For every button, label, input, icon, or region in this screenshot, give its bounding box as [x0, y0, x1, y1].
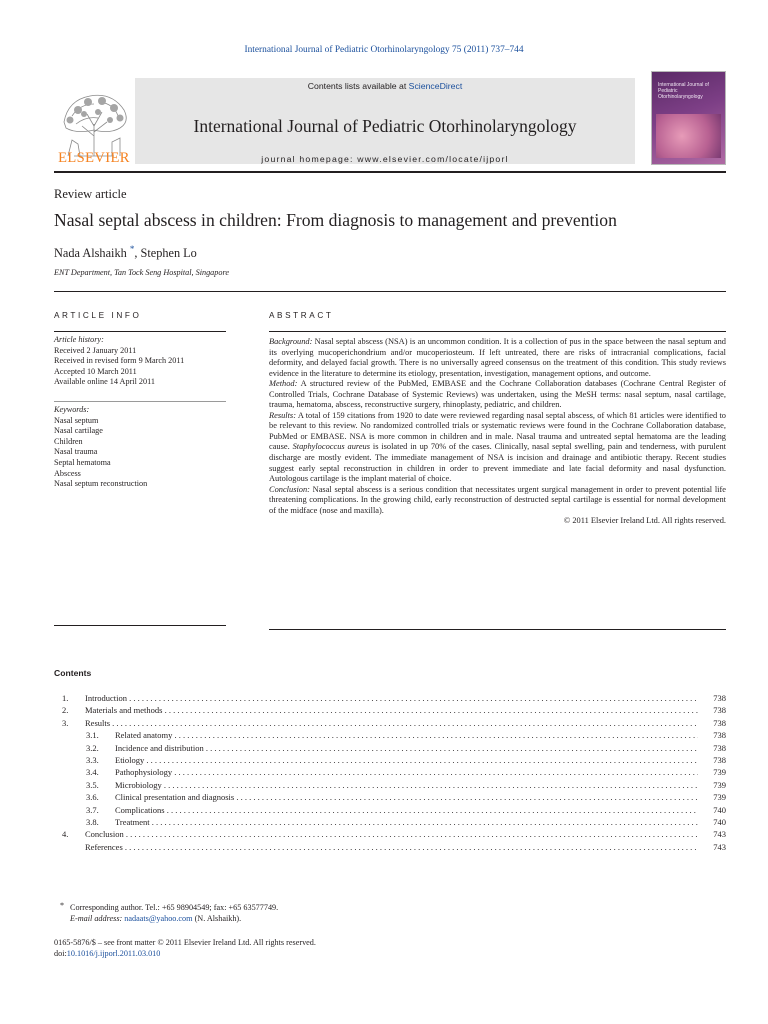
toc-entry-label[interactable]: Introduction . . .: [85, 692, 698, 704]
article-type: Review article: [54, 187, 127, 201]
abstract-results: [269, 411, 726, 485]
toc-entry[interactable]: [54, 779, 726, 791]
conclusion-text: Nasal septal abscess is a serious condition that necessitates urgent surgical management in order to prevent potential life threatening complications. In the growing child, early reconstruction of destructed septal cartilage is essential for normal development of the midface (nose and maxilla).: [269, 484, 726, 515]
toc-entry-label[interactable]: Microbiology . . .: [115, 779, 698, 791]
title-divider: [54, 291, 726, 292]
toc-entry-page: 738: [713, 717, 726, 728]
footnote-email-line: [54, 914, 278, 925]
toc-entry[interactable]: [54, 766, 726, 778]
corresponding-author-mark[interactable]: *: [129, 244, 135, 254]
toc-entry-number: 3.2.: [86, 742, 99, 753]
history-item: Available online 14 April 2011: [54, 377, 155, 387]
toc-entry[interactable]: [54, 841, 726, 853]
results-label: Results:: [269, 410, 296, 420]
journal-homepage-line: [135, 154, 635, 164]
keyword: Nasal trauma: [54, 447, 98, 457]
abstract-conclusion: [269, 485, 726, 517]
toc-entry-number: 3.: [62, 717, 69, 728]
contents-heading: Contents: [54, 668, 92, 678]
issn-line: 0165-5876/$ – see front matter © 2011 Elsevier Ireland Ltd. All rights reserved.: [54, 938, 316, 947]
toc-entry[interactable]: [54, 791, 726, 803]
journal-banner: [135, 78, 635, 164]
toc-entry[interactable]: [54, 754, 726, 766]
toc-entry-label[interactable]: Incidence and distribution . . .: [115, 742, 698, 754]
author-name: Nada Alshaikh: [54, 246, 127, 261]
toc-entry-label[interactable]: Treatment . . .: [115, 816, 698, 828]
background-text: Nasal septal abscess (NSA) is an uncommon condition. It is a collection of pus in the space between the nasal septum and its overlying mucoperichondrium and/or mucoperiosteum. If left untreated, there are risks of intracranial complications, facial deformity, and delayed facial growth. There is no universally agreed consensus on the treatment of this condition. This study reviews evidence in the literature to determine its etiology, presentation, investigation, management options, and outcome.: [269, 337, 726, 378]
publisher-wordmark: ELSEVIER: [58, 150, 130, 166]
journal-cover-thumbnail[interactable]: [651, 71, 726, 165]
toc-entry-page: 739: [713, 792, 726, 803]
results-text-2: is isolated in up 70% of the cases. Clinically, nasal septal swelling, pain and tenderness, with purulent discharge are mostly evident. The immediate management of NSA is incision and drainage and antibiotic therapy. Recent studies suggest early septal reconstruction in children in order to prevent immediate and late facial deformity and nasal dysfunction. Autologous cartilage is the implant material of choice.: [269, 442, 726, 484]
toc-entry-label[interactable]: References . . .: [85, 841, 698, 853]
toc-entry-label[interactable]: Pathophysiology . . .: [115, 766, 698, 778]
abstract-body: [269, 337, 726, 527]
toc-entry-number: 1.: [62, 693, 69, 703]
history-item: Accepted 10 March 2011: [54, 366, 137, 376]
keyword: Nasal septum reconstruction: [54, 479, 148, 489]
article-info-bottom-rule: [54, 625, 226, 626]
toc-entry-number: 3.1.: [86, 730, 99, 741]
keywords-rule: [54, 401, 226, 402]
toc-entry-label[interactable]: Results . . .: [85, 717, 698, 729]
cover-title: International Journal of Pediatric Otorhinolaryngology: [658, 82, 709, 100]
masthead-divider: [54, 171, 726, 173]
results-species: Staphylococcus aureus: [292, 442, 371, 452]
history-item: Received 2 January 2011: [54, 345, 137, 355]
copyright-notice: © 2011 Elsevier Ireland Ltd. All rights reserved.: [563, 516, 726, 526]
sciencedirect-link[interactable]: ScienceDirect: [408, 81, 463, 91]
abstract-rule: [269, 331, 726, 332]
toc-entry-page: 740: [713, 804, 726, 815]
keyword: Nasal septum: [54, 415, 99, 425]
method-label: Method:: [269, 379, 298, 389]
keyword: Children: [54, 436, 83, 446]
contents-prefix: Contents lists available at: [307, 81, 409, 91]
method-text: A structured review of the PubMed, EMBASE and the Cochrane Collaboration databases (Cochrane Central Register of Controlled Trials, Cochrane Database of Systemic Reviews) was undertaken, using the MeSH terms: nasal septum, nasal cartilage, trauma, hematoma, abscess, reconstructive surgery, rhinoplasty, pediatric, and children.: [269, 379, 726, 410]
toc-entry-page: 738: [713, 705, 726, 716]
corresponding-author-footnote: [54, 903, 278, 924]
toc-entry-number: 2.: [62, 705, 69, 716]
journal-name: International Journal of Pediatric Otorhinolaryngology: [193, 116, 577, 136]
toc-entry-number: 3.4.: [86, 767, 99, 778]
footnote-mark: *: [60, 901, 65, 910]
toc-entry[interactable]: [54, 742, 726, 754]
contents-available-line: [135, 81, 635, 91]
toc-entry-number: 3.3.: [86, 754, 99, 765]
toc-entry-page: 743: [713, 829, 726, 840]
toc-entry[interactable]: [54, 692, 726, 704]
toc-entry-number: 4.: [62, 829, 69, 840]
author-list: [54, 244, 197, 261]
toc-entry[interactable]: [54, 729, 726, 741]
article-history-label: Article history:: [54, 335, 104, 344]
toc-entry-page: 738: [713, 754, 726, 765]
doi-line: [54, 948, 316, 959]
toc-entry[interactable]: [54, 828, 726, 840]
article-info-heading: ARTICLE INFO: [54, 311, 142, 320]
masthead: [54, 70, 726, 166]
front-matter: [54, 937, 316, 959]
toc-entry-number: 3.8.: [86, 816, 99, 827]
cover-image: [656, 114, 721, 158]
toc-entry-number: 3.7.: [86, 804, 99, 815]
footnote-contact: Corresponding author. Tel.: +65 98904549; fax: +65 63577749.: [70, 903, 279, 912]
journal-homepage-link[interactable]: www.elsevier.com/locate/ijporl: [357, 154, 509, 164]
toc-entry-number: 3.6.: [86, 792, 99, 803]
toc-entry-label[interactable]: Materials and methods . . .: [85, 704, 698, 716]
results-text: A total of 159 citations from 1920 to date were reviewed regarding nasal septal abscess, of which 81 articles were identified to be relevant to this review. No randomized controlled trials or systematic reviews were found in the Cochrane Collaboration database, PubMed or EMBASE. NSA is more common in children and in male. Nasal trauma and untreated septal hematoma are the leading cause.: [269, 410, 726, 452]
toc-entry-page: 738: [713, 742, 726, 753]
journal-citation[interactable]: International Journal of Pediatric Otorhinolaryngology 75 (2011) 737–744: [244, 45, 524, 55]
doi-link[interactable]: 10.1016/j.ijporl.2011.03.010: [66, 949, 161, 958]
homepage-prefix: journal homepage:: [261, 154, 358, 164]
toc-entry-page: 740: [713, 816, 726, 827]
keyword: Abscess: [54, 468, 81, 478]
toc-entry-label[interactable]: Etiology . . .: [115, 754, 698, 766]
toc-entry-page: 743: [713, 841, 726, 852]
affiliation: ENT Department, Tan Tock Seng Hospital, Singapore: [54, 268, 229, 277]
toc-entry[interactable]: [54, 704, 726, 716]
email-label: E-mail address:: [70, 913, 123, 923]
toc-entry[interactable]: [54, 816, 726, 828]
history-item: Received in revised form 9 March 2011: [54, 356, 185, 366]
toc-entry[interactable]: [54, 804, 726, 816]
doi-prefix: doi:: [54, 949, 67, 958]
conclusion-label: Conclusion:: [269, 484, 310, 494]
toc-entry-label[interactable]: Complications . . .: [115, 804, 698, 816]
abstract-heading: ABSTRACT: [269, 311, 334, 320]
keywords: [54, 405, 226, 490]
article-info-rule: [54, 331, 226, 332]
author-email-link[interactable]: nadaats@yahoo.com: [124, 913, 193, 923]
keyword: Nasal cartilage: [54, 426, 103, 436]
abstract-method: [269, 379, 726, 411]
toc-entry[interactable]: [54, 717, 726, 729]
toc-entry-page: 738: [713, 693, 726, 703]
article-title: Nasal septal abscess in children: From diagnosis to management and prevention: [54, 210, 617, 230]
abstract-bottom-rule: [269, 629, 726, 630]
background-label: Background:: [269, 337, 313, 346]
toc-entry-page: 739: [713, 779, 726, 790]
abstract-background: [269, 337, 726, 379]
author-name-2: , Stephen Lo: [134, 246, 197, 261]
toc-entry-page: 738: [713, 730, 726, 741]
keywords-label: Keywords:: [54, 405, 90, 414]
toc-entry-label[interactable]: Clinical presentation and diagnosis . . .: [115, 791, 698, 803]
toc-entry-number: 3.5.: [86, 779, 99, 790]
keyword: Septal hematoma: [54, 457, 111, 467]
email-suffix: (N. Alshaikh).: [192, 913, 242, 923]
toc-entry-label[interactable]: Conclusion . . .: [85, 828, 698, 840]
table-of-contents: [54, 692, 726, 853]
article-history: [54, 335, 226, 388]
toc-entry-page: 739: [713, 767, 726, 778]
toc-entry-label[interactable]: Related anatomy . . .: [115, 729, 698, 741]
